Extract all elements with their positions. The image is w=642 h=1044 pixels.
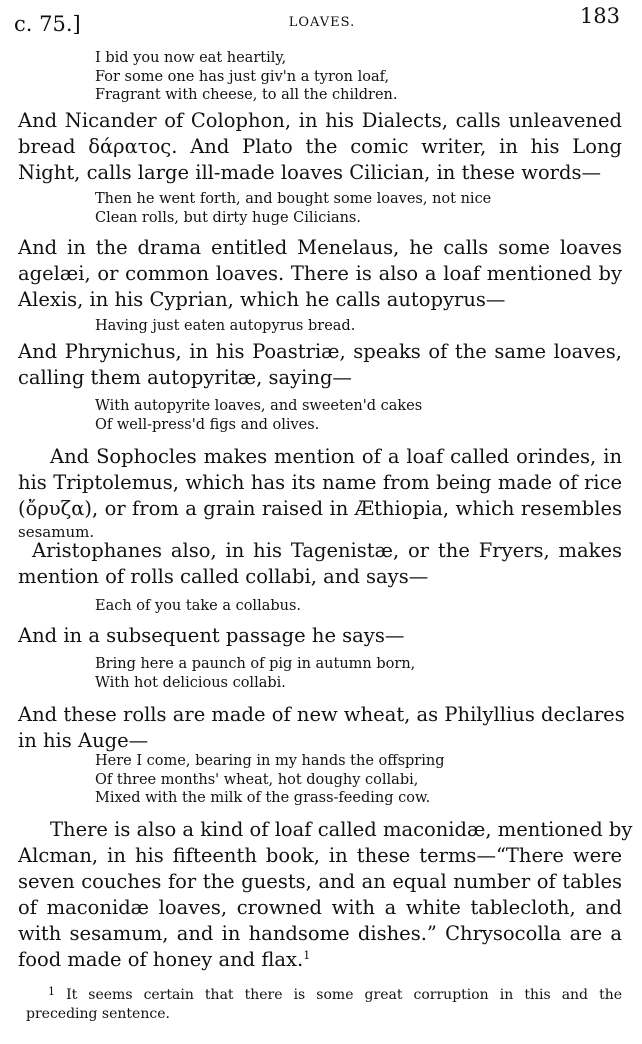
prose-line: And in a subsequent passage he says— [18, 624, 405, 647]
prose-line: Night, calls large ill-made loaves Cilician, in these words— [18, 161, 601, 184]
section-reference: c. 75.] [14, 12, 81, 36]
prose-line: Alexis, in his Cyprian, which he calls autopyrus— [18, 288, 506, 311]
verse-line: Mixed with the milk of the grass-feeding cow. [95, 790, 431, 806]
prose-line: seven couches for the guests, and an equal number of tables [18, 870, 622, 893]
verse-quotation [95, 597, 301, 616]
prose-paragraph [18, 538, 622, 590]
prose-paragraph [18, 339, 622, 391]
prose-line-text: food made of honey and flax. [18, 948, 304, 971]
prose-line: And Sophocles makes mention of a loaf called orindes, in [50, 445, 622, 468]
verse-line: I bid you now eat heartily, [95, 50, 287, 66]
prose-line: his Triptolemus, which has its name from being made of rice [18, 471, 622, 494]
verse-quotation [95, 190, 491, 227]
prose-line: And in the drama entitled Menelaus, he calls some loaves [18, 236, 622, 259]
prose-paragraph [18, 235, 622, 313]
prose-line: Aristophanes also, in his Tagenistæ, or the Fryers, makes [32, 539, 622, 562]
prose-line [18, 261, 622, 287]
prose-line: calling them autopyritæ, saying— [18, 366, 352, 389]
verse-line: With autopyrite loaves, and sweeten'd cakes [95, 398, 423, 414]
running-header [14, 2, 630, 36]
prose-line: And these rolls are made of new wheat, as Philyllius declares [18, 703, 625, 726]
footnote [26, 986, 622, 1024]
verse-line: Each of you take a collabus. [95, 598, 302, 614]
footnote-marker: 1 [48, 985, 55, 998]
verse-line: Fragrant with cheese, to all the children. [95, 87, 398, 103]
verse-line: Clean rolls, but dirty huge Cilicians. [95, 209, 361, 226]
verse-line: With hot delicious collabi. [95, 674, 286, 691]
verse-line: Then he went forth, and bought some loaves, not nice [95, 191, 492, 207]
verse-line: Of well-press'd figs and olives. [95, 416, 320, 433]
footnote-reference[interactable]: 1 [303, 949, 311, 962]
verse-quotation [95, 397, 422, 434]
prose-line: in his Auge— [18, 729, 149, 752]
prose-line: bread δάρατος. And Plato the comic writer, in his Long [18, 135, 622, 158]
verse-line: Having just eaten autopyrus bread. [95, 318, 356, 334]
prose-paragraph [18, 702, 625, 754]
prose-line: And Nicander of Colophon, in his Dialects, calls unleavened [18, 109, 622, 132]
prose-line: of maconidæ loaves, crowned with a white tablecloth, and [18, 896, 622, 919]
prose-line [18, 947, 622, 973]
verse-line: Here I come, bearing in my hands the offspring [95, 753, 445, 769]
prose-line: with sesamum, and in handsome dishes.” Chrysocolla are a [18, 922, 622, 945]
prose-paragraph [18, 623, 622, 649]
running-title: LOAVES. [288, 15, 356, 30]
verse-quotation [95, 655, 415, 692]
prose-paragraph [18, 444, 622, 542]
prose-line-text: agelæi, or common loaves. There is also a loaf mentioned by [18, 262, 622, 285]
footnote-line: preceding sentence. [26, 1006, 170, 1022]
footnote-text: It seems certain that there is some great corruption in this and the [66, 987, 623, 1003]
verse-quotation [95, 317, 355, 336]
prose-line: sesamum. [18, 523, 95, 541]
prose-line: (ὄρυζα), or from a grain raised in Æthiopia, which resembles [18, 497, 622, 520]
verse-line: Of three months' wheat, hot doughy collabi, [95, 771, 419, 788]
verse-line: For some one has just giv'n a tyron loaf, [95, 68, 390, 85]
prose-paragraph [18, 817, 633, 973]
prose-line: mention of rolls called collabi, and says— [18, 565, 429, 588]
prose-line: There is also a kind of loaf called maconidæ, mentioned by [50, 818, 633, 841]
prose-line: And Phrynichus, in his Poastriæ, speaks of the same loaves, [18, 340, 622, 363]
page-number: 183 [579, 4, 620, 28]
prose-paragraph [18, 108, 622, 186]
verse-line: Bring here a paunch of pig in autumn born, [95, 656, 416, 672]
prose-line: Alcman, in his fifteenth book, in these terms—“There were [18, 844, 622, 867]
footnote-line [26, 986, 622, 1005]
verse-quotation [95, 49, 397, 105]
verse-quotation [95, 752, 444, 808]
